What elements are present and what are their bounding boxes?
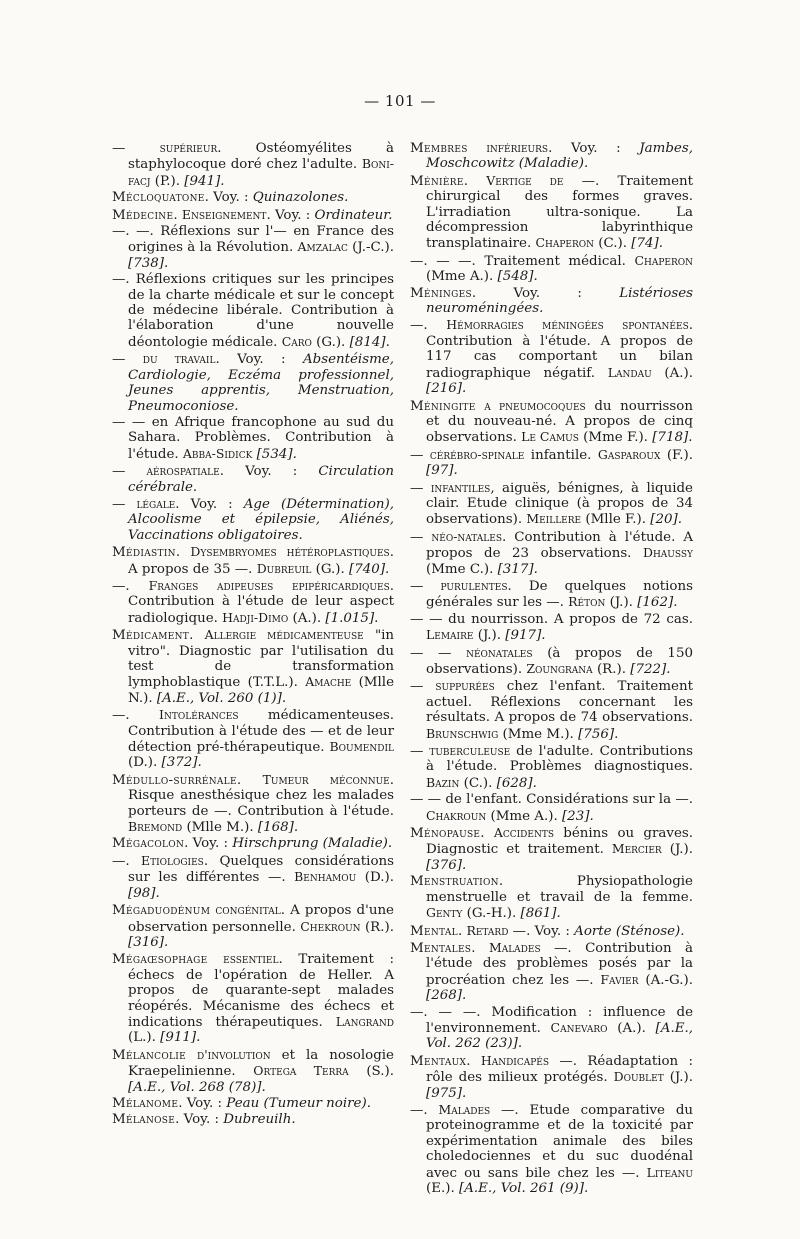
entry-text bbox=[208, 952, 224, 967]
reference-text: [941]. bbox=[184, 173, 225, 189]
small-caps-term: Caro bbox=[281, 333, 312, 349]
small-caps-term: Hadji-Dimo bbox=[222, 609, 289, 625]
reference-text: [917]. bbox=[505, 628, 546, 644]
reference-text: [548]. bbox=[497, 269, 538, 285]
entry-text: . De quelques notions générales sur les —. bbox=[426, 578, 693, 611]
index-entry bbox=[112, 190, 394, 205]
index-entry bbox=[112, 1096, 394, 1111]
entry-text: (J.). bbox=[663, 1070, 693, 1086]
small-caps-term: Canevaro bbox=[550, 1019, 608, 1035]
index-entry bbox=[112, 902, 394, 950]
entry-text: . Contribution à l'étude. A propos de 23 observations. bbox=[426, 529, 694, 562]
entry-text: (Mlle M.). bbox=[182, 820, 258, 836]
small-caps-term: cérébro-spinale bbox=[429, 446, 525, 462]
index-entry bbox=[410, 317, 693, 396]
reference-text: [718]. bbox=[652, 430, 693, 446]
entry-text: . Contribution à l'étude de leur aspect radiologique. bbox=[128, 578, 394, 626]
small-caps-term: Le Camus bbox=[521, 429, 579, 445]
entry-text: — — du nourrisson. A propos de 72 cas. bbox=[410, 611, 693, 627]
left-column bbox=[112, 140, 394, 1129]
reference-text: Absentéisme, Cardiologie, Eczéma professionnel, Jeunes apprentis, Menstruation, Pneumoconiose. bbox=[128, 352, 394, 414]
entry-text: — bbox=[112, 352, 143, 368]
reference-text: [20]. bbox=[650, 512, 682, 528]
small-caps-term: Bremond bbox=[128, 819, 183, 835]
entry-text: . Voy. : bbox=[184, 836, 233, 852]
index-entry bbox=[410, 612, 693, 644]
entry-text: —. Réflexions critiques sur les principes de la charte médicale et sur le concept de médecine libérale. Contribution à l'élaboration d'une nouvelle déontologie médicale. bbox=[112, 272, 394, 350]
index-entry bbox=[112, 351, 394, 414]
reference-text: [168]. bbox=[257, 820, 299, 836]
small-caps-term: Chaperon bbox=[535, 235, 595, 251]
small-caps-term: Dhaussy bbox=[642, 545, 693, 561]
entry-text: (Mlle F.). bbox=[581, 512, 651, 528]
reference-text: Quinazolones. bbox=[252, 190, 349, 206]
entry-text: (L.). bbox=[128, 1030, 161, 1046]
small-caps-term: Doublet bbox=[613, 1069, 664, 1085]
small-caps-term: a pneumocoques bbox=[484, 397, 586, 413]
small-caps-term: Handicapés bbox=[480, 1052, 550, 1068]
small-caps-term: Meillere bbox=[526, 511, 582, 527]
entry-text: (D.). bbox=[128, 755, 162, 771]
headword: Mégaœsophage bbox=[112, 952, 208, 968]
index-entry bbox=[112, 627, 394, 706]
entry-text: — bbox=[410, 480, 431, 496]
headword: Mégaduodénum bbox=[112, 903, 211, 919]
entry-text: . Voy. : bbox=[548, 141, 640, 156]
index-entry bbox=[410, 1053, 693, 1101]
headword: Mégacolon bbox=[112, 836, 185, 852]
small-caps-term: Chakroun bbox=[426, 807, 487, 823]
entry-text: —. — —. Modification : influence de l'environnement. bbox=[410, 1004, 693, 1036]
small-caps-term: Langrand bbox=[335, 1013, 394, 1029]
entry-text bbox=[186, 1048, 197, 1063]
reference-text: [216]. bbox=[426, 381, 467, 397]
index-entry bbox=[112, 836, 394, 851]
reference-text: [911]. bbox=[160, 1030, 201, 1046]
entry-text bbox=[468, 141, 487, 156]
entry-text: . Quelques considérations sur les différentes —. bbox=[128, 853, 395, 886]
small-caps-term: Genty bbox=[426, 905, 463, 921]
headword: Médiastin bbox=[112, 545, 176, 561]
entry-text: — bbox=[410, 529, 432, 545]
headword: Méningite bbox=[410, 398, 476, 414]
entry-text: (G.-H.). bbox=[462, 906, 521, 922]
index-entry bbox=[112, 140, 394, 189]
index-entry bbox=[112, 772, 394, 836]
entry-text: (A.). bbox=[607, 1020, 656, 1036]
entry-text: (A.-G.). bbox=[638, 972, 693, 988]
small-caps-term: Amzalac bbox=[297, 239, 348, 255]
entry-text: . Risque anesthésique chez les malades porteurs de —. Contribution à l'étude. bbox=[128, 772, 395, 819]
reference-text: [738]. bbox=[128, 255, 169, 271]
reference-text: [756]. bbox=[578, 726, 619, 742]
reference-text: [740]. bbox=[349, 561, 390, 577]
entry-text: (J.). bbox=[473, 628, 506, 644]
entry-text: — bbox=[410, 578, 441, 594]
small-caps-term: Lemaire bbox=[426, 627, 474, 643]
headword: Mélancolie bbox=[112, 1047, 186, 1063]
index-entry bbox=[112, 707, 394, 771]
small-caps-term: Abba-Sidick bbox=[182, 445, 253, 461]
small-caps-term: du travail bbox=[142, 351, 216, 367]
reference-text: [628]. bbox=[496, 775, 537, 791]
reference-text: [814]. bbox=[349, 334, 390, 350]
small-caps-term: Franges adipeuses epipéricardiques bbox=[148, 577, 390, 593]
reference-text: [A.E., Vol. 262 (23)]. bbox=[426, 1020, 693, 1052]
small-caps-term: congénital bbox=[215, 902, 281, 918]
small-caps-term: Zoungrana bbox=[526, 661, 593, 676]
entry-text: (C.). bbox=[594, 236, 632, 252]
small-caps-term: néo-natales bbox=[431, 528, 503, 544]
entry-text: . Voy. : bbox=[219, 464, 319, 480]
index-entry bbox=[112, 1047, 394, 1095]
entry-text: . Voy. : bbox=[204, 190, 253, 206]
entry-text: (Mme A.). bbox=[486, 808, 562, 824]
reference-text: [97]. bbox=[426, 463, 458, 479]
entry-text: médicamenteuses. Contribution à l'étude des — et de leur détection pré-thérapeutique. bbox=[128, 708, 394, 756]
entry-text: . Contribution à l'étude. A propos de 117 cas comportant un bilan radiographique négatif. bbox=[426, 318, 693, 381]
entry-text: , aiguës, bénignes, à liquide clair. Etude clinique (à propos de 34 observations). bbox=[426, 480, 693, 528]
entry-text: —. Contribution à l'étude des problèmes posés par la procréation chez les —. bbox=[426, 940, 693, 988]
entry-text: chez l'enfant. Traitement actuel. Réflexions concernant les résultats. A propos de 74 observations. bbox=[426, 679, 693, 726]
entry-text: . Ostéomyélites à staphylocoque doré chez l'adulte. bbox=[128, 141, 394, 173]
index-entry bbox=[112, 463, 394, 495]
index-entry bbox=[112, 951, 394, 1045]
entry-text: (S.). bbox=[348, 1064, 394, 1080]
reference-text: [975]. bbox=[426, 1085, 467, 1101]
entry-text: . Voy. : bbox=[266, 207, 315, 223]
entry-text: . bbox=[480, 826, 494, 842]
index-entry bbox=[112, 578, 394, 626]
headword: Médullo-surrénale bbox=[112, 772, 237, 788]
entry-text: (Mme F.). bbox=[578, 430, 653, 446]
headword: Mélanose bbox=[112, 1112, 176, 1128]
headword: Ménopause bbox=[410, 826, 481, 842]
index-entry bbox=[410, 743, 693, 791]
entry-text: . bbox=[466, 1053, 481, 1069]
entry-text: . bbox=[189, 628, 205, 644]
reference-text: [372]. bbox=[161, 755, 202, 771]
entry-text: infantile. bbox=[524, 447, 598, 463]
small-caps-term: Gasparoux bbox=[597, 446, 661, 462]
small-caps-term: Dysembryomes hétéroplastiques bbox=[190, 544, 390, 560]
entry-text: . Voy. : bbox=[215, 352, 303, 368]
entry-text: (Mme M.). bbox=[498, 726, 579, 742]
small-caps-term: Chaperon bbox=[634, 252, 693, 268]
entry-text: — — de l'enfant. Considérations sur la —. bbox=[410, 792, 693, 808]
reference-text: Hirschprung (Maladie). bbox=[232, 836, 393, 852]
entry-text: (E.). bbox=[426, 1181, 459, 1196]
entry-text: (G.). bbox=[311, 334, 350, 350]
entry-text: — bbox=[410, 744, 430, 760]
entry-text: —. bbox=[112, 853, 141, 869]
reference-text: [376]. bbox=[426, 857, 467, 873]
reference-text: [23]. bbox=[561, 808, 594, 824]
entry-text: . Voy. : bbox=[175, 496, 244, 512]
entry-text: . Voy. : bbox=[178, 1095, 227, 1111]
small-caps-term: d'involution bbox=[197, 1046, 271, 1062]
entry-text: —. bbox=[112, 578, 149, 594]
entry-text: (A.). bbox=[651, 365, 694, 381]
index-entry bbox=[112, 224, 394, 271]
reference-text: [317]. bbox=[497, 561, 538, 577]
index-entry bbox=[410, 1005, 693, 1052]
entry-text: . bbox=[463, 173, 487, 189]
small-caps-term: Chekroun bbox=[300, 918, 361, 934]
small-caps-term: Vertige de bbox=[486, 172, 564, 188]
headword: Mélanome bbox=[112, 1095, 179, 1111]
entry-text: de l'adulte. Contributions à l'étude. Problèmes diagnostiques. bbox=[426, 744, 693, 775]
reference-text: [A.E., Vol. 260 (1)]. bbox=[156, 690, 287, 706]
reference-text: [74]. bbox=[631, 236, 664, 252]
small-caps-term: tuberculeuse bbox=[429, 743, 511, 759]
reference-text: Jambes, Moschcowitz (Maladie). bbox=[426, 141, 693, 172]
entry-text: (P.). bbox=[150, 173, 185, 189]
reference-text: [A.E., Vol. 268 (78)]. bbox=[128, 1079, 266, 1095]
entry-text: — bbox=[112, 496, 137, 512]
index-entry bbox=[410, 940, 693, 1004]
reference-text: Circulation cérébrale. bbox=[128, 464, 394, 495]
entry-text: — bbox=[410, 679, 436, 695]
entry-text: (à propos de 150 observations). bbox=[426, 645, 693, 677]
entry-text: —. Traitement chirurgical des formes graves. L'irradiation ultra-sonique. La décompression labyrinthique transplatinaire. bbox=[426, 173, 693, 252]
small-caps-term: néonatales bbox=[466, 644, 533, 660]
entry-text: — bbox=[112, 141, 160, 156]
headword: Médecine bbox=[112, 207, 174, 223]
reference-text: Peau (Tumeur noire). bbox=[226, 1095, 371, 1111]
headword: Membres bbox=[410, 141, 468, 156]
index-entry bbox=[410, 480, 693, 528]
headword: Mental bbox=[410, 923, 458, 939]
entry-text: . bbox=[236, 772, 263, 788]
small-caps-term: Retard bbox=[466, 922, 509, 938]
index-entry bbox=[112, 1112, 394, 1127]
index-entry bbox=[410, 678, 693, 742]
small-caps-term: Landau bbox=[607, 364, 652, 380]
entry-text: (R.). bbox=[360, 919, 394, 935]
entry-text: — bbox=[112, 464, 147, 480]
reference-text: Dubreuilh. bbox=[223, 1112, 296, 1128]
small-caps-term: inférieurs bbox=[486, 140, 549, 155]
index-entry bbox=[410, 398, 693, 446]
reference-text: [861]. bbox=[520, 906, 561, 922]
small-caps-term: Benhamou bbox=[294, 869, 357, 885]
entry-text: . Voy. : bbox=[175, 1112, 224, 1128]
index-entry bbox=[410, 792, 693, 824]
small-caps-term: Boni-facj bbox=[128, 156, 394, 188]
entry-text: . bbox=[173, 207, 182, 223]
small-caps-term: Mercier bbox=[611, 841, 662, 857]
entry-text: —. Réadaptation : rôle des milieux protégés. bbox=[426, 1053, 694, 1086]
index-entry bbox=[410, 286, 693, 317]
headword: Menstruation bbox=[410, 874, 499, 890]
headword: Médicament bbox=[112, 628, 190, 644]
small-caps-term: Allergie médicamenteuse bbox=[204, 627, 364, 643]
entry-text: bénins ou graves. Diagnostic et traitement. bbox=[426, 826, 693, 858]
index-entry bbox=[410, 825, 693, 873]
headword: Méninges bbox=[410, 285, 472, 301]
small-caps-term: essentiel bbox=[223, 951, 279, 967]
small-caps-term: légale bbox=[136, 495, 176, 511]
index-entry bbox=[410, 447, 693, 479]
entry-text: . bbox=[471, 940, 489, 956]
index-entry bbox=[410, 578, 693, 611]
small-caps-term: aérospatiale bbox=[146, 463, 220, 479]
small-caps-term: Dubreuil bbox=[256, 560, 312, 576]
entry-text: . bbox=[457, 923, 467, 939]
page-number: — 101 — bbox=[364, 92, 436, 110]
small-caps-term: infantiles bbox=[430, 479, 491, 495]
entry-text: —. Voy. : bbox=[508, 923, 575, 939]
reference-text: [162]. bbox=[637, 595, 678, 611]
small-caps-term: Favier bbox=[600, 971, 639, 987]
reference-text: [268]. bbox=[426, 988, 467, 1004]
entry-text: . A propos d'une observation personnelle. bbox=[128, 903, 394, 935]
small-caps-term: Intolérances bbox=[159, 707, 239, 723]
reference-text: [A.E., Vol. 261 (9)]. bbox=[459, 1181, 589, 1196]
entry-text: (J.). bbox=[605, 595, 638, 611]
entry-text: —. bbox=[410, 1102, 439, 1118]
reference-text: Aorte (Sténose). bbox=[574, 923, 685, 939]
entry-text: (D.). bbox=[356, 870, 394, 886]
small-caps-term: Liteanu bbox=[646, 1164, 693, 1180]
reference-text: [722]. bbox=[630, 662, 671, 677]
small-caps-term: Bazin bbox=[426, 774, 460, 790]
headword: Ménière bbox=[410, 173, 464, 189]
entry-text: — bbox=[410, 447, 430, 463]
headword: Mentaux bbox=[410, 1053, 467, 1069]
index-entry bbox=[112, 853, 394, 901]
entry-text: . A propos de 35 —. bbox=[128, 545, 394, 577]
entry-text: (Mme A.). bbox=[426, 269, 498, 285]
entry-text: — — bbox=[410, 645, 467, 661]
index-entry bbox=[410, 173, 693, 252]
entry-text: — — en Afrique francophone au sud du Sahara. Problèmes. Contribution à l'étude. bbox=[112, 414, 394, 462]
small-caps-term: Amache bbox=[305, 674, 352, 690]
index-entry bbox=[410, 140, 693, 172]
entry-text bbox=[476, 399, 485, 414]
index-entry bbox=[410, 923, 693, 939]
right-column bbox=[410, 140, 693, 1197]
index-entry bbox=[410, 1102, 693, 1196]
reference-text: [534]. bbox=[256, 446, 297, 462]
index-entry bbox=[410, 645, 693, 678]
entry-text: . Traitement : échecs de l'opération de Heller. A propos de quarante-sept malades réopérés. Mécanisme des échecs et indications thérapeutiques. bbox=[128, 952, 394, 1030]
small-caps-term: Boumendil bbox=[329, 739, 394, 755]
reference-text: Age (Détermination), Alcoolisme et épilepsie, Aliénés, Vaccinations obligatoires. bbox=[128, 496, 394, 543]
small-caps-term: Enseignement bbox=[181, 206, 267, 222]
entry-text: (F.). bbox=[660, 447, 693, 463]
reference-text: [1.015]. bbox=[325, 610, 379, 626]
entry-text: —. bbox=[112, 708, 160, 724]
index-entry bbox=[410, 874, 693, 921]
small-caps-term: Brunschwig bbox=[426, 725, 499, 741]
index-entry bbox=[410, 253, 693, 285]
index-entry bbox=[112, 272, 394, 350]
entry-text: (Mlle N.). bbox=[128, 675, 394, 706]
index-entry bbox=[410, 529, 693, 577]
entry-text: "in vitro". Diagnostic par l'utilisation du test de transformation lymphoblastique (T.T.L.). bbox=[128, 628, 395, 691]
entry-text: du nourrisson et du nouveau-né. A propos de cinq observations. bbox=[426, 398, 693, 446]
index-entry bbox=[112, 415, 394, 462]
headword: Mentales bbox=[410, 940, 472, 956]
entry-text: (J.-C.). bbox=[347, 240, 394, 256]
small-caps-term: purulentes bbox=[440, 577, 508, 593]
index-entry bbox=[112, 207, 394, 223]
reference-text: [316]. bbox=[128, 934, 169, 950]
small-caps-term: Tumeur méconnue bbox=[262, 771, 390, 787]
entry-text: (J.). bbox=[661, 842, 694, 858]
entry-text: (Mme C.). bbox=[426, 561, 498, 577]
entry-text: —. — —. Traitement médical. bbox=[410, 253, 635, 269]
entry-text: —. Etude comparative du proteinogramme et de la toxicité par expérimentation animale des biles choledociennes et du suc duodénal avec ou sans bile chez les —. bbox=[426, 1102, 694, 1181]
reference-text: Listérioses neuroméningées. bbox=[426, 285, 693, 317]
small-caps-term: Malades bbox=[488, 939, 541, 955]
reference-text: [98]. bbox=[128, 885, 160, 901]
entry-text: . bbox=[175, 545, 191, 561]
small-caps-term: Hémorragies méningées spontanées bbox=[446, 317, 689, 333]
small-caps-term: supérieur bbox=[159, 140, 218, 155]
index-entry bbox=[112, 544, 394, 577]
entry-text: —. —. Réflexions sur l'— en France des origines à la Révolution. bbox=[112, 224, 394, 256]
entry-text: (C.). bbox=[459, 775, 497, 791]
entry-text: et la nosologie Kraepelinienne. bbox=[128, 1047, 394, 1080]
entry-text: (G.). bbox=[311, 561, 350, 577]
entry-text: (R.). bbox=[592, 662, 631, 677]
small-caps-term: suppurées bbox=[435, 678, 495, 694]
small-caps-term: Ortega Terra bbox=[253, 1063, 349, 1079]
small-caps-term: Réton bbox=[568, 594, 606, 610]
headword: Mécloquatone bbox=[112, 190, 205, 206]
reference-text: Ordinateur. bbox=[314, 207, 393, 223]
entry-text: —. bbox=[410, 318, 447, 334]
small-caps-term: Accidents bbox=[493, 825, 554, 841]
entry-text: . Physiopathologie menstruelle et travail de la femme. bbox=[426, 874, 693, 905]
small-caps-term: Etiologies bbox=[140, 852, 204, 868]
index-entry bbox=[112, 496, 394, 543]
entry-text: . Voy. : bbox=[471, 285, 620, 301]
entry-text: (A.). bbox=[288, 610, 326, 626]
small-caps-term: Malades bbox=[438, 1101, 491, 1117]
